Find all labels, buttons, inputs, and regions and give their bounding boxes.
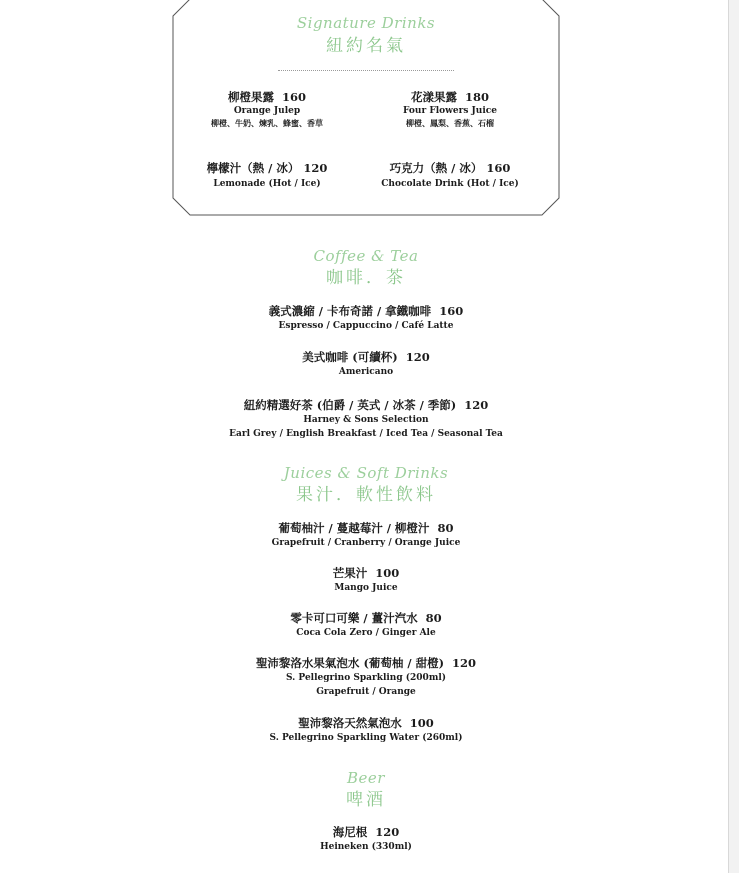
menu-item: [172, 825, 560, 854]
menu-item: [172, 304, 560, 333]
signature-title-en: Signature Drinks: [296, 14, 436, 32]
menu-item: [172, 656, 560, 699]
menu-item: [172, 521, 560, 550]
coffee-tea-title-en: Coffee & Tea: [313, 247, 419, 265]
item-name: 海尼根: [332, 825, 368, 839]
item-name-en: Harney & Sons Selection: [303, 415, 429, 425]
item-name-en: S. Pellegrino Sparkling Water (260ml): [269, 733, 463, 743]
signature-drinks-box: [172, 0, 560, 216]
drink-name-en: Orange Julep: [233, 106, 301, 116]
drink-name-en: Lemonade (Hot / Ice): [213, 179, 321, 189]
coffee-tea-title-zh: 咖啡．茶: [326, 268, 406, 288]
item-name-en: Heineken (330ml): [320, 842, 412, 852]
item-price: 120: [464, 398, 489, 412]
drink-price: 160: [486, 161, 511, 175]
drink-item: [355, 161, 545, 190]
menu-item: [172, 611, 560, 640]
item-name: 芒果汁: [332, 566, 368, 580]
beer-title-en: Beer: [347, 769, 385, 787]
item-name: 葡萄柚汁 / 蔓越莓汁 / 柳橙汁: [278, 521, 430, 535]
beer-title-zh: 啤酒: [346, 790, 386, 810]
item-name-en: Coca Cola Zero / Ginger Ale: [296, 628, 436, 638]
item-price: 120: [452, 656, 477, 670]
drink-name: 檸檬汁（熱 / 冰）: [206, 161, 300, 175]
signature-title-zh: 紐約名氣: [326, 36, 406, 56]
item-name: 聖沛黎洛天然氣泡水: [298, 716, 402, 730]
divider: [278, 70, 454, 71]
item-name: 義式濃縮 / 卡布奇諾 / 拿鐵咖啡: [268, 304, 432, 318]
menu-item: [172, 350, 560, 379]
item-detail-en: Earl Grey / English Breakfast / Iced Tea / Seasonal Tea: [229, 429, 503, 439]
item-name-en: Grapefruit / Cranberry / Orange Juice: [271, 538, 461, 548]
item-price: 120: [405, 350, 430, 364]
drink-name: 柳橙果露: [227, 90, 274, 104]
drink-price: 160: [282, 90, 307, 104]
item-name: 聖沛黎洛水果氣泡水 (葡萄柚 / 甜橙): [255, 656, 445, 670]
drink-name: 花漾果露: [410, 90, 457, 104]
drink-ingredients: 柳橙、鳳梨、香蕉、石榴: [406, 118, 494, 128]
drink-name: 巧克力（熱 / 冰）: [389, 161, 483, 175]
drink-name-en: Chocolate Drink (Hot / Ice): [381, 179, 519, 189]
juices-title-en: Juices & Soft Drinks: [283, 464, 449, 482]
item-name: 零卡可口可樂 / 薑汁汽水: [290, 611, 418, 625]
menu-item: [172, 566, 560, 595]
item-price: 100: [375, 566, 400, 580]
menu-item: [172, 398, 560, 441]
drink-name-en: Four Flowers Juice: [403, 106, 497, 116]
item-name-en: Americano: [338, 367, 394, 377]
item-name: 紐約精選好茶 (伯爵 / 英式 / 冰茶 / 季節): [243, 398, 457, 412]
page-edge: [728, 0, 739, 873]
item-price: 100: [409, 716, 434, 730]
item-price: 120: [375, 825, 400, 839]
item-detail-en: Grapefruit / Orange: [316, 687, 416, 697]
item-price: 160: [439, 304, 464, 318]
juices-title-zh: 果汁．軟性飲料: [296, 485, 436, 505]
item-name-en: Mango Juice: [334, 583, 398, 593]
menu-item: [172, 716, 560, 745]
drink-price: 180: [465, 90, 490, 104]
item-name-en: S. Pellegrino Sparkling (200ml): [285, 673, 447, 683]
drink-item: [355, 90, 545, 130]
drink-item: [172, 90, 362, 130]
item-name-en: Espresso / Cappuccino / Café Latte: [278, 321, 454, 331]
item-price: 80: [425, 611, 442, 625]
drink-item: [172, 161, 362, 190]
drink-price: 120: [303, 161, 328, 175]
item-price: 80: [437, 521, 454, 535]
drink-ingredients: 柳橙、牛奶、煉乳、蜂蜜、香草: [211, 118, 323, 128]
item-name: 美式咖啡 (可續杯): [302, 350, 398, 364]
